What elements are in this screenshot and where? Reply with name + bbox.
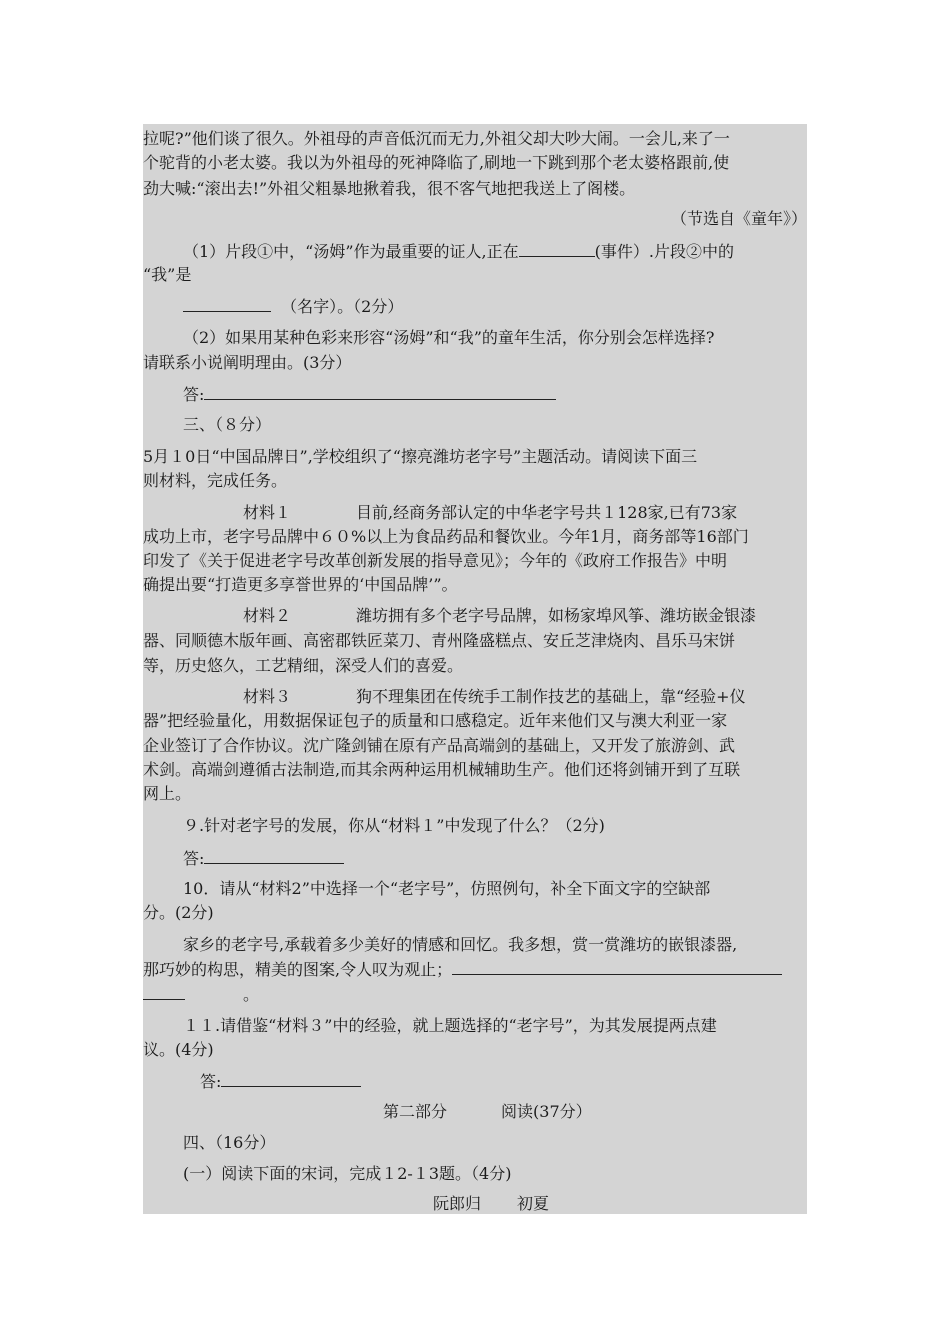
part-2-heading: 第二部分 阅读(37分） — [383, 1102, 592, 1121]
poem-title: 阮郎归 初夏 — [433, 1194, 550, 1213]
material-1-line: 材料１ 目前,经商务部认定的中华老字号共１128家,已有73家 — [243, 503, 738, 522]
answer-line[interactable] — [452, 957, 782, 975]
material-3-line: 材料３ 狗不理集团在传统手工制作技艺的基础上，靠“经验+仪 — [243, 687, 746, 706]
material-2-line: 材料２ 潍坊拥有多个老字号品牌，如杨家埠风筝、潍坊嵌金银漆 — [243, 606, 757, 625]
material-3-line: 企业签订了合作协议。沈广隆剑铺在原有产品高端剑的基础上，又开发了旅游剑、武 — [143, 736, 736, 755]
material-1-line: 成功上市，老字号品牌中６０%以上为食品药品和餐饮业。今年1月，商务部等16部门 — [143, 527, 749, 546]
material-2-line: 等，历史悠久，工艺精细，深受人们的喜爱。 — [143, 656, 464, 675]
answer-line[interactable] — [143, 982, 185, 1000]
answer-blank-name[interactable] — [183, 294, 271, 312]
question-1-line: “我”是 — [143, 265, 192, 284]
material-1-line: 印发了《关于促进老字号改革创新发展的指导意见》；今年的《政府工作报告》中明 — [143, 551, 728, 570]
answer-line[interactable] — [204, 382, 556, 400]
question-11-answer: 答: — [143, 1069, 864, 1094]
passage-line: 拉呢?”他们谈了很久。外祖母的声音低沉而无力,外祖父却大吵大闹。一会儿,来了一 — [143, 129, 730, 148]
material-3-line: 网上。 — [143, 784, 192, 803]
question-11-line: 议。(4分) — [143, 1040, 214, 1059]
question-1-line: （1）片段①中，“汤姆”作为最重要的证人,正在 (事件）.片段②中的 — [143, 239, 847, 264]
section-4-sub: (一）阅读下面的宋词，完成１2-１3题。（4分) — [183, 1164, 512, 1183]
question-11-line: １１.请借鉴“材料３”中的经验，就上题选择的“老字号”，为其发展提两点建 — [183, 1016, 717, 1035]
question-10-line: 那巧妙的构思，精美的图案,令人叹为观止； — [143, 957, 807, 982]
passage-line: 个驼背的小老太婆。我以为外祖母的死神降临了,刷地一下跳到那个老太婆格跟前,使 — [143, 153, 730, 172]
material-3-line: 术剑。高端剑遵循古法制造,而其余两种运用机械辅助生产。他们还将剑铺开到了互联 — [143, 760, 741, 779]
section-3-intro: 则材料，完成任务。 — [143, 471, 288, 490]
section-3-heading: 三、（８分） — [183, 415, 272, 434]
question-10-line: 家乡的老字号,承载着多少美好的情感和回忆。我多想，赏一赏潍坊的嵌银漆器, — [183, 935, 738, 954]
question-2-line: 请联系小说阐明理由。(3分） — [143, 353, 352, 372]
answer-blank-event[interactable] — [519, 239, 595, 257]
question-2-answer: 答: — [143, 382, 847, 407]
material-2-line: 器、同顺德木版年画、高密郡铁匠菜刀、青州隆盛糕点、安丘芝津烧肉、昌乐马宋饼 — [143, 631, 736, 650]
question-1-line: （名字）。（2分） — [143, 294, 847, 319]
question-10-line: 分。(2分) — [143, 903, 214, 922]
material-1-line: 确提出要“打造更多享誉世界的‘中国品牌’”。 — [143, 575, 458, 594]
answer-line[interactable] — [221, 1069, 361, 1087]
section-3-intro: 5月１0日“中国品牌日”,学校组织了“擦亮潍坊老字号”主题活动。请阅读下面三 — [143, 447, 698, 466]
passage-source: （节选自《童年》） — [670, 209, 807, 228]
question-9: ９.针对老字号的发展，你从“材料１”中发现了什么？（2分) — [183, 816, 605, 835]
question-10-line: 10．请从“材料2”中选择一个“老字号”，仿照例句，补全下面文字的空缺部 — [183, 879, 711, 898]
material-3-line: 器”把经验量化，用数据保证包子的质量和口感稳定。近年来他们又与澳大利亚一家 — [143, 711, 728, 730]
section-4-heading: 四、（16分） — [183, 1133, 276, 1152]
answer-line[interactable] — [204, 846, 344, 864]
question-10-line: 。 — [143, 982, 807, 1007]
question-2-line: （2）如果用某种色彩来形容“汤姆”和“我”的童年生活，你分别会怎样选择? — [183, 328, 715, 347]
passage-line: 劲大喊:“滚出去!”外祖父粗暴地揪着我，很不客气地把我送上了阁楼。 — [143, 179, 636, 198]
question-9-answer: 答: — [143, 846, 847, 871]
